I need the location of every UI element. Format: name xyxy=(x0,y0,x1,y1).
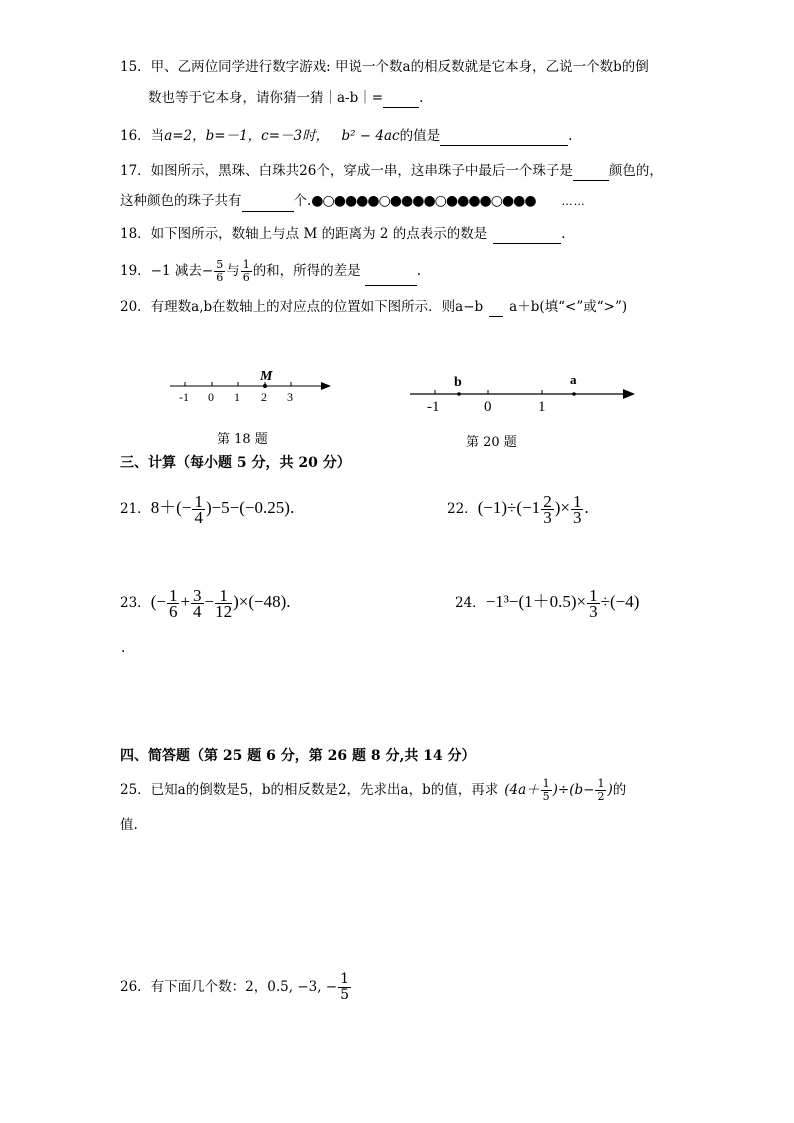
q19-period: . xyxy=(416,263,421,279)
q19-mid: 与 xyxy=(226,263,240,279)
bead-string-icon: ●○●●●●○●●●●○●●●●○●●● xyxy=(311,193,536,209)
fig20-b-label: b xyxy=(454,375,462,390)
q17-color-blank[interactable] xyxy=(573,166,609,181)
q24 xyxy=(455,584,639,621)
q23-expr-b: )×(−48) xyxy=(233,592,287,611)
q18-period: . xyxy=(561,226,566,242)
q16-suffix: 的值是 xyxy=(399,128,441,144)
q19-fraction-1: $\frac{5}{6}$ xyxy=(216,258,224,284)
q25-expr-a: (4a＋ xyxy=(504,782,540,798)
q25-expr-c: ) xyxy=(607,782,613,798)
q22-fraction-2: $\frac{1}{3}$ xyxy=(572,492,582,527)
q22-fraction-1: $\frac{2}{3}$ xyxy=(543,492,552,527)
q16-prefix: 16．当 xyxy=(120,128,165,144)
q21-number: 21． xyxy=(120,501,151,517)
point-m xyxy=(263,384,267,388)
q25-expr-b: )÷(b− xyxy=(552,782,595,798)
q25-fraction-1: $\frac{1}{5}$ xyxy=(542,777,550,803)
fig18-tick-label: 0 xyxy=(208,390,214,404)
q18-answer-blank[interactable] xyxy=(493,229,561,244)
fig20-number-line xyxy=(405,368,640,416)
q20-text: 20．有理数a,b在数轴上的对应点的位置如下图所示．则a−b xyxy=(120,299,484,315)
q23-fraction-3: $\frac{1}{12}$ xyxy=(215,586,233,621)
section-3-title: 三、计算（每小题 5 分，共 20 分） xyxy=(120,455,351,471)
q16-condition: a=2，b=－1，c=－3时， xyxy=(164,128,330,144)
q18 xyxy=(120,224,566,244)
q25-line1 xyxy=(120,774,626,806)
q15-answer-blank[interactable] xyxy=(383,93,419,108)
q22 xyxy=(447,490,589,527)
q23-fraction-2: $\frac{3}{4}$ xyxy=(193,586,202,621)
q20-answer-blank[interactable] xyxy=(489,302,503,317)
fig18-tick-label: -1 xyxy=(179,390,189,404)
q24-expr-a: −1³−(1＋0.5)× xyxy=(485,592,587,611)
q19 xyxy=(120,256,421,286)
q24-fraction: $\frac{1}{3}$ xyxy=(589,586,598,621)
fig18-tick-label: 1 xyxy=(234,390,240,404)
fig18-m-label: M xyxy=(260,369,273,384)
q21-expr-a: 8＋(− xyxy=(150,498,192,517)
q22-expr-a: (−1)÷(−1 xyxy=(477,498,541,517)
q26-fraction: $\frac{1}{5}$ xyxy=(340,971,350,1003)
q19-fraction-2: $\frac{1}{6}$ xyxy=(242,258,250,284)
q16-period: . xyxy=(568,128,573,144)
q22-number: 22． xyxy=(447,501,478,517)
q16 xyxy=(120,126,572,146)
q24-number: 24． xyxy=(455,595,486,611)
q22-expr-b: )× xyxy=(554,498,570,517)
q16-expression: b² − 4ac xyxy=(341,128,400,144)
q23-expr-a: (− xyxy=(150,592,166,611)
q17-ellipsis: …… xyxy=(561,195,586,208)
q26-text: 26．有下面几个数：2，0.5, −3, − xyxy=(120,979,338,995)
q17-text2: 这种颜色的珠子共有 xyxy=(120,193,242,209)
q15-line2 xyxy=(148,88,423,108)
q17-line1 xyxy=(120,161,663,181)
q19-suffix: 的和，所得的差是 xyxy=(252,263,361,279)
fig20-tick-label: -1 xyxy=(427,399,440,415)
q25-fraction-2: $\frac{1}{2}$ xyxy=(597,777,605,803)
q17-text1: 17．如图所示，黑珠、白珠共26个，穿成一串，这串珠子中最后一个珠子是 xyxy=(120,163,573,179)
fig20-tick-label: 0 xyxy=(484,399,492,415)
q22-period: . xyxy=(584,498,589,517)
fig20-tick-label: 1 xyxy=(538,399,546,415)
q21-expr-b: )−5−(−0.25) xyxy=(205,498,290,517)
q15-period: . xyxy=(419,90,424,106)
q17-line2 xyxy=(120,191,586,212)
point-a xyxy=(572,392,576,396)
q18-text: 18．如下图所示，数轴上与点 M 的距离为 2 的点表示的数是 xyxy=(120,226,488,242)
fig18-caption: 第 18 题 xyxy=(217,432,268,447)
q23-fraction-1: $\frac{1}{6}$ xyxy=(168,586,178,621)
q21-fraction: $\frac{1}{4}$ xyxy=(194,492,203,527)
q19-answer-blank[interactable] xyxy=(365,271,417,286)
q24-expr-b: ÷(−4) xyxy=(600,592,640,611)
q17-text2-end: 个. xyxy=(293,193,312,209)
q20-text2: a＋b(填“<”或“>”) xyxy=(509,299,628,315)
q16-answer-blank[interactable] xyxy=(440,131,568,146)
fig18-tick-label: 2 xyxy=(261,390,267,404)
fig18-number-line xyxy=(165,364,340,406)
q25-suffix: 的 xyxy=(612,782,627,798)
q15-text: 数也等于它本身，请你猜一猜｜a-b｜= xyxy=(148,90,384,106)
fig20-a-label: a xyxy=(570,372,577,387)
q25-text: 25．已知a的倒数是5，b的相反数是2，先求出a，b的值，再求 xyxy=(120,782,499,798)
q15-line1: 15．甲、乙两位同学进行数字游戏: 甲说一个数a的相反数就是它本身，乙说一个数b的倒 xyxy=(120,59,649,75)
fig20-caption: 第 20 题 xyxy=(466,435,517,450)
fig18-tick-label: 3 xyxy=(287,390,293,404)
section-4-title: 四、简答题（第 25 题 6 分，第 26 题 8 分,共 14 分） xyxy=(120,748,476,764)
q21-period: . xyxy=(289,498,295,517)
q26 xyxy=(120,970,352,1004)
q23-period: . xyxy=(286,592,291,611)
q23-number: 23． xyxy=(120,595,151,611)
q20 xyxy=(120,297,627,317)
q17-text1-end: 颜色的， xyxy=(608,163,663,179)
q17-count-blank[interactable] xyxy=(242,197,294,212)
q25-line2: 值. xyxy=(120,817,138,833)
q23: 23．(− $\frac{1}{6}$ + $\frac{3}{4}$ − $\frac{1}{12}$ )×(−48). xyxy=(120,586,291,621)
q19-prefix: 19．−1 减去− xyxy=(120,263,214,279)
stray-dot: . xyxy=(121,640,126,656)
q21 xyxy=(120,490,294,527)
point-b xyxy=(457,392,461,396)
